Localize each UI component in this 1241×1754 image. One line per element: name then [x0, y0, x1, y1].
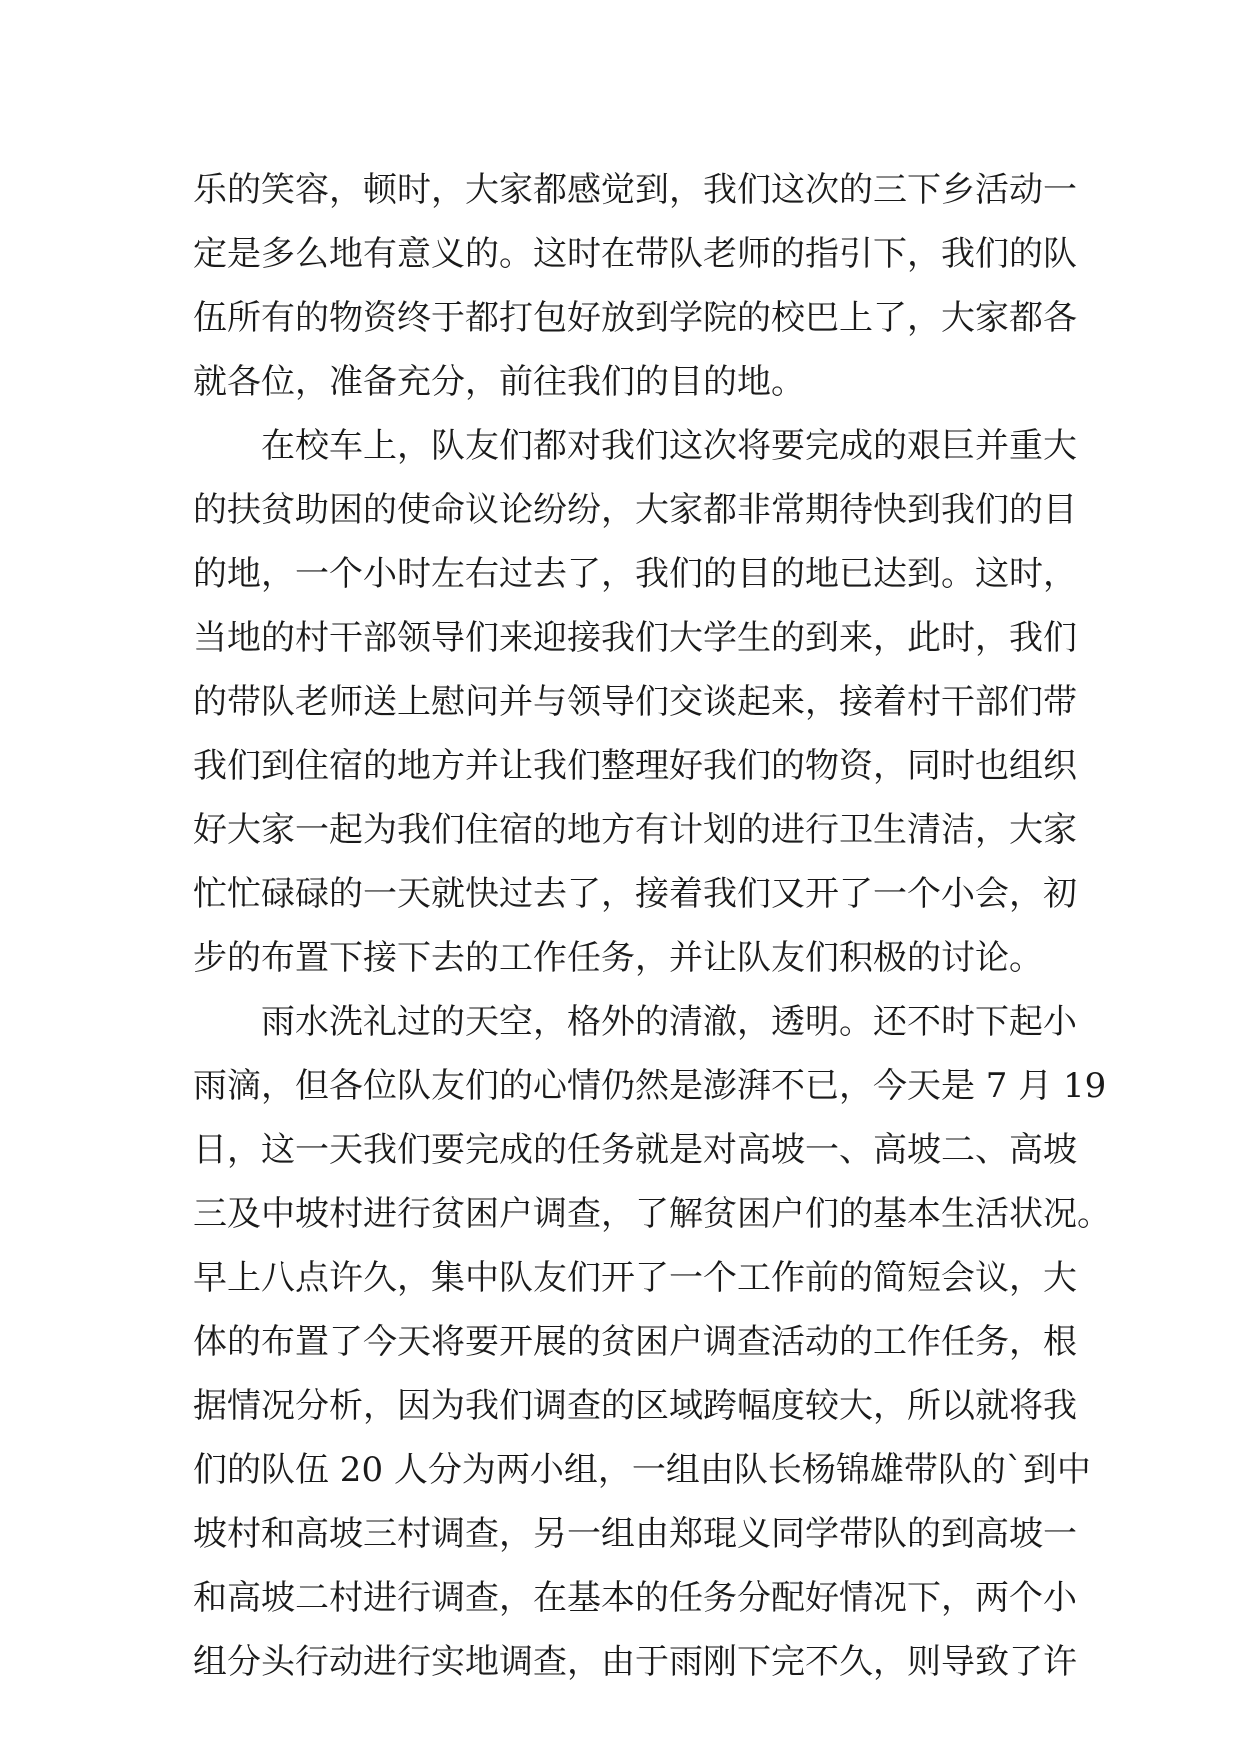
text-line: 日，这一天我们要完成的任务就是对高坡一、高坡二、高坡	[193, 1130, 1077, 1170]
text-line: 早上八点许久，集中队友们开了一个工作前的简短会议，大	[193, 1258, 1077, 1298]
text-line: 就各位，准备充分，前往我们的目的地。	[193, 362, 805, 402]
text-line: 当地的村干部领导们来迎接我们大学生的到来，此时，我们	[193, 618, 1077, 658]
text-line: 体的布置了今天将要开展的贫困户调查活动的工作任务，根	[193, 1322, 1077, 1362]
text-line: 定是多么地有意义的。这时在带队老师的指引下，我们的队	[193, 234, 1077, 274]
text-line: 在校车上，队友们都对我们这次将要完成的艰巨并重大	[261, 426, 1077, 466]
text-line: 乐的笑容，顿时，大家都感觉到，我们这次的三下乡活动一	[193, 170, 1077, 210]
text-line: 雨滴，但各位队友们的心情仍然是澎湃不已，今天是 7 月 19	[193, 1066, 1107, 1106]
text-line: 的扶贫助困的使命议论纷纷，大家都非常期待快到我们的目	[193, 490, 1077, 530]
text-line: 雨水洗礼过的天空，格外的清澈，透明。还不时下起小	[261, 1002, 1077, 1042]
text-line: 的地，一个小时左右过去了，我们的目的地已达到。这时，	[193, 554, 1077, 594]
text-line: 好大家一起为我们住宿的地方有计划的进行卫生清洁，大家	[193, 810, 1077, 850]
text-line: 的带队老师送上慰问并与领导们交谈起来，接着村干部们带	[193, 682, 1077, 722]
text-line: 三及中坡村进行贫困户调查，了解贫困户们的基本生活状况。	[193, 1194, 1111, 1234]
text-line: 我们到住宿的地方并让我们整理好我们的物资，同时也组织	[193, 746, 1077, 786]
document-body	[193, 158, 1111, 1694]
text-line: 坡村和高坡三村调查，另一组由郑琨义同学带队的到高坡一	[193, 1514, 1077, 1554]
text-line: 步的布置下接下去的工作任务，并让队友们积极的讨论。	[193, 938, 1043, 978]
text-line: 据情况分析，因为我们调查的区域跨幅度较大，所以就将我	[193, 1386, 1077, 1426]
text-line: 和高坡二村进行调查，在基本的任务分配好情况下，两个小	[193, 1578, 1077, 1618]
text-line: 们的队伍 20 人分为两小组，一组由队长杨锦雄带队的`到中	[193, 1450, 1091, 1490]
text-line: 忙忙碌碌的一天就快过去了，接着我们又开了一个小会，初	[193, 874, 1077, 914]
text-line: 伍所有的物资终于都打包好放到学院的校巴上了，大家都各	[193, 298, 1077, 338]
text-line: 组分头行动进行实地调查，由于雨刚下完不久，则导致了许	[193, 1642, 1077, 1682]
